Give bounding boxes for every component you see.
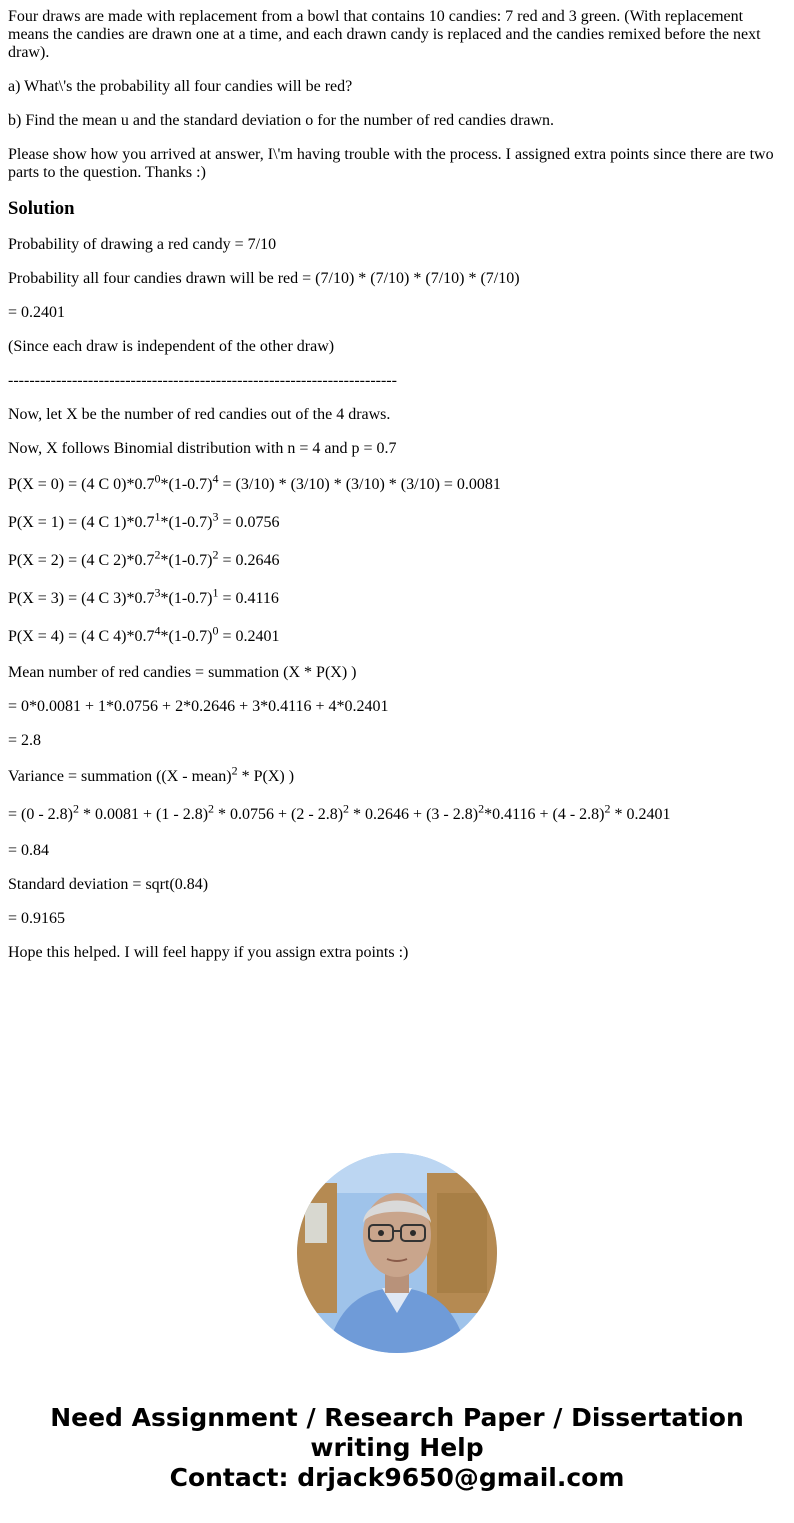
- solution-line: Now, let X be the number of red candies out of the 4 draws.: [8, 406, 391, 423]
- question-note: Please show how you arrived at answer, I\'m having trouble with the process. I assigned extra points since there are two parts to the question. Thanks :): [8, 146, 774, 181]
- pmf-line-1: P(X = 1) = (4 C $1)*0.7^1*(1-0.7)^3 = 0.0756$: [8, 509, 280, 531]
- mean-value: = 2.8: [8, 732, 42, 749]
- question-intro: Four draws are made with replacement from a bowl that contains 10 candies: 7 red and 3 green. (With replacement means the candies are drawn one at a time, and each drawn candy is replaced and the candies remixed before the next draw).: [8, 8, 761, 61]
- solution-line: Probability of drawing a red candy = 7/10: [8, 236, 277, 253]
- document-body: [8, 8, 786, 978]
- variance-calc: = (0 - 2.8)$^2$ * 0.0081 + (1 - 2.8)$^2$ * 0.0756 + (2 - 2.8)$^2$ * 0.2646 + (3 - 2.8)$^2$*0.4116 + (4 - 2.8)$^2$ * 0.2401: [8, 801, 671, 823]
- pmf-line-2: P(X = 2) = (4 C $2)*0.7^2*(1-0.7)^2 = 0.2646$: [8, 547, 280, 569]
- pmf-line-0: P(X = 0) = (4 C $0)*0.7^0*(1-0.7)^4 = (3/10) * (3/10) * (3/10) * (3/10) = 0.0081$: [8, 471, 501, 493]
- pmf-line-3: P(X = 3) = (4 C $3)*0.7^3*(1-0.7)^1 = 0.4116$: [8, 585, 279, 607]
- mean-label: Mean number of red candies = summation (X * P(X) ): [8, 664, 357, 681]
- author-portrait-image: [297, 1153, 497, 1353]
- closing-note: Hope this helped. I will feel happy if you assign extra points :): [8, 944, 409, 961]
- author-avatar: [297, 1153, 497, 1353]
- variance-label: Variance = summation ((X - mean)$^2$ * P(X) ): [8, 763, 295, 785]
- variance-value: = 0.84: [8, 842, 50, 859]
- solution-line: Now, X follows Binomial distribution with n = 4 and p = 0.7: [8, 440, 397, 457]
- solution-heading: Solution: [8, 198, 75, 219]
- question-part-a: a) What\'s the probability all four candies will be red?: [8, 78, 353, 95]
- sd-label: Standard deviation = sqrt(0.84): [8, 876, 209, 893]
- solution-line: (Since each draw is independent of the other draw): [8, 338, 335, 355]
- solution-line: Probability all four candies drawn will be red = (7/10) * (7/10) * (7/10) * (7/10): [8, 270, 520, 287]
- separator-line: -------------------------------------------------------------------------: [8, 372, 397, 389]
- solution-line: = 0.2401: [8, 304, 66, 321]
- footer-contact: Contact: drjack9650@gmail.com: [169, 1463, 625, 1492]
- pmf-line-4: P(X = 4) = (4 C $4)*0.7^4*(1-0.7)^0 = 0.2401$: [8, 623, 280, 645]
- promo-footer: [0, 1403, 794, 1493]
- mean-calc: = 0*0.0081 + 1*0.0756 + 2*0.2646 + 3*0.4116 + 4*0.2401: [8, 698, 389, 715]
- footer-line-1: Need Assignment / Research Paper / Dissertation: [50, 1403, 744, 1432]
- question-part-b: b) Find the mean u and the standard deviation o for the number of red candies drawn.: [8, 112, 555, 129]
- sd-value: = 0.9165: [8, 910, 66, 927]
- footer-line-2: writing Help: [310, 1433, 484, 1462]
